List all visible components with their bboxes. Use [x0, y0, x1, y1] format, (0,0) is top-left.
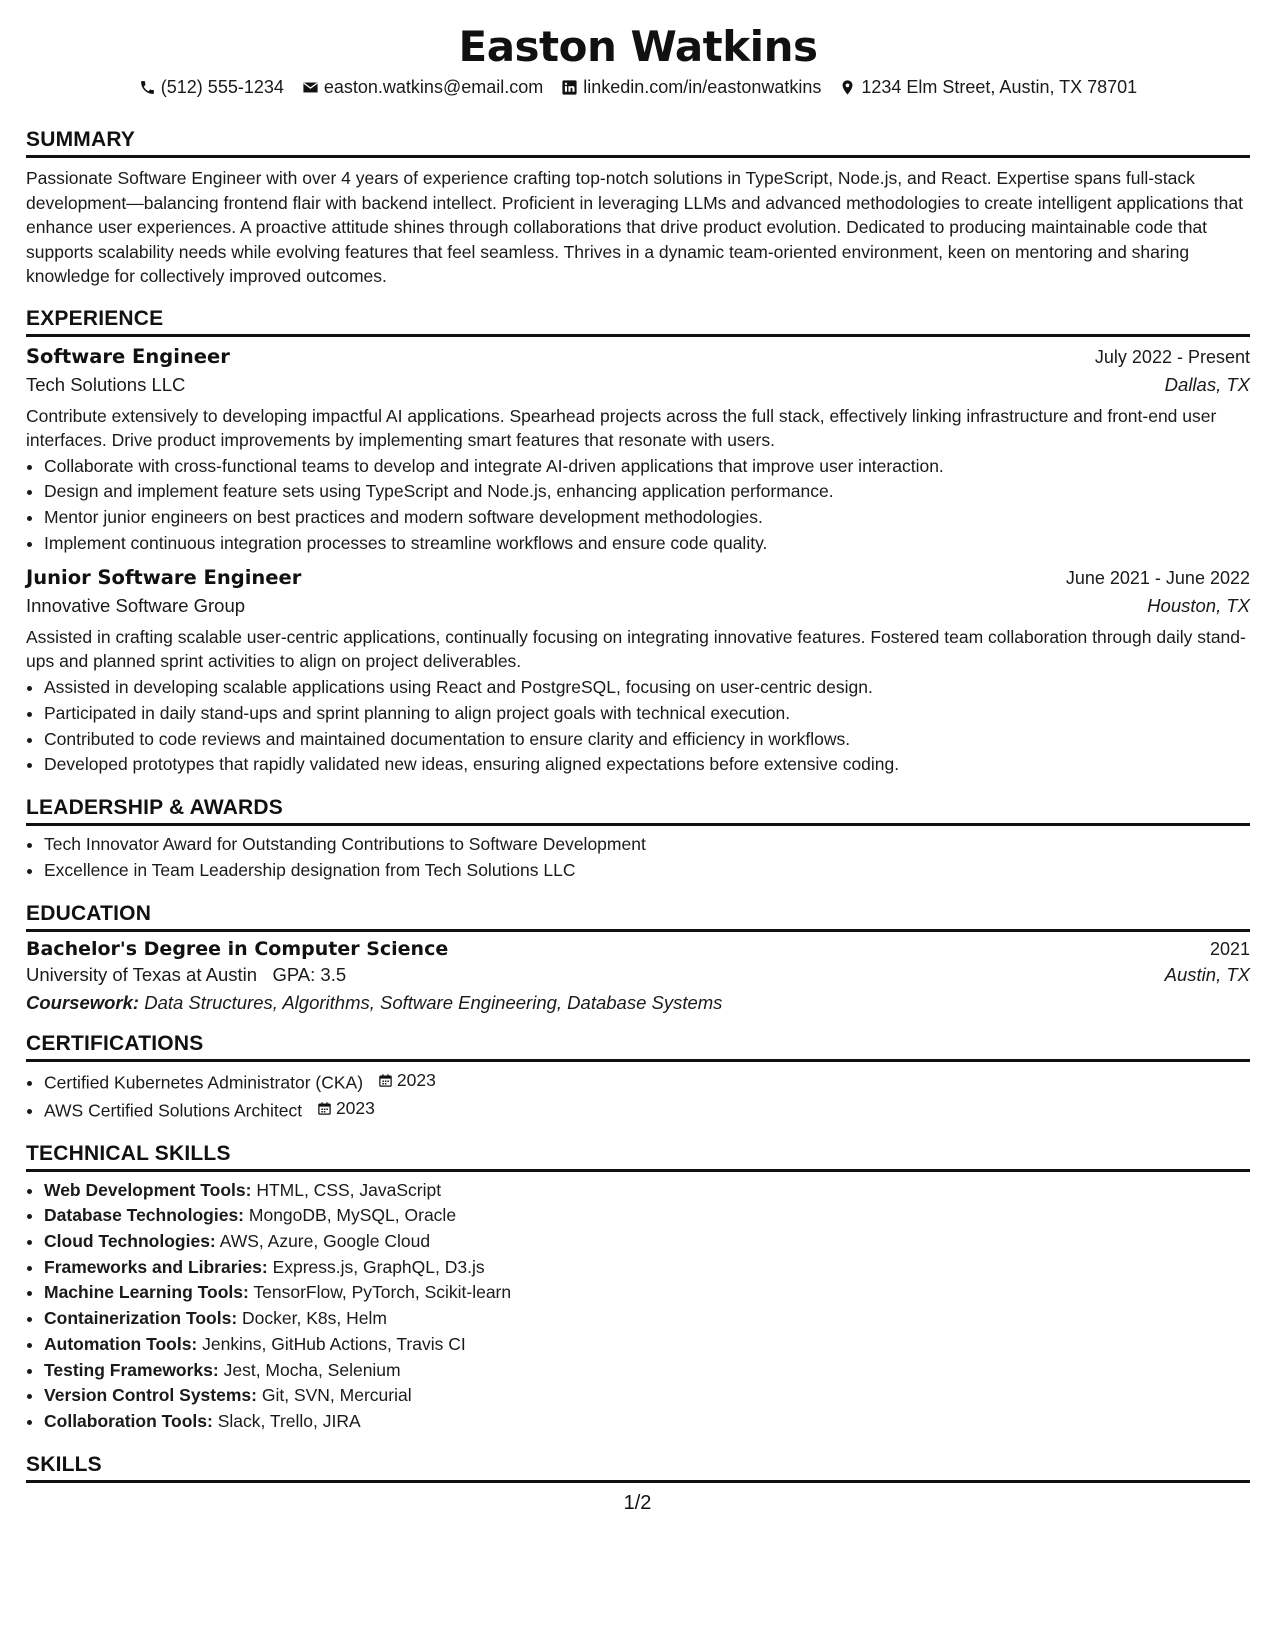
skill-values: Jest, Mocha, Selenium — [223, 1359, 401, 1380]
skill-category: Version Control Systems: — [44, 1385, 257, 1406]
leadership-section — [26, 796, 1250, 883]
contact-linkedin[interactable] — [561, 77, 821, 98]
list-item — [44, 1068, 1250, 1096]
summary-text: Passionate Software Engineer with over 4 years of experience crafting top-notch solutions in TypeScript, Node.js, and React. Expertise spans full-stack development—balancing frontend flair with backend intellect. Proficient in leveraging LLMs and advanced methodologies to create intelligent applications that enhance user experiences. A proactive attitude shines through collaborations that drive product evolution. Dedicated to producing maintainable code that supports scalability needs while evolving features that feel seamless. Thrives in a dynamic team-oriented environment, keen on mentoring and sharing knowledge for collectively improved outcomes. — [26, 168, 1243, 286]
section-title: SUMMARY — [26, 128, 1250, 158]
skill-category: Machine Learning Tools: — [44, 1282, 249, 1303]
page-indicator: 1/2 — [623, 1492, 652, 1514]
degree-title: Bachelor's Degree in Computer Science — [26, 937, 449, 960]
section-title: TECHNICAL SKILLS — [26, 1142, 1250, 1172]
skill-category: Testing Frameworks: — [44, 1359, 219, 1380]
cert-list — [26, 1068, 1250, 1124]
job-location: Houston, TX — [1147, 595, 1250, 617]
school-line — [26, 964, 346, 986]
company-name: Tech Solutions LLC — [26, 373, 186, 395]
section-title: CERTIFICATIONS — [26, 1032, 1250, 1062]
skill-values: HTML, CSS, JavaScript — [256, 1179, 442, 1200]
tech-skills-list — [26, 1178, 1250, 1435]
calendar-icon — [317, 1101, 332, 1116]
job-description: Contribute extensively to developing impactful AI applications. Spearhead projects across the full stack, effectively linking infrastructure and front-end user interfaces. Drive product improvements by implementing smart features that resonate with users. — [26, 405, 1217, 450]
awards-list — [26, 832, 1250, 883]
cert-year: 2023 — [396, 1069, 436, 1090]
skill-category: Web Development Tools: — [44, 1179, 252, 1200]
skill-values: TensorFlow, PyTorch, Scikit-learn — [253, 1282, 512, 1303]
cert-name: AWS Certified Solutions Architect — [44, 1099, 303, 1120]
cert-date — [317, 1096, 375, 1122]
job-title: Software Engineer — [26, 344, 230, 368]
graduation-year: 2021 — [1209, 938, 1250, 959]
school-name: University of Texas at Austin — [26, 963, 258, 985]
skill-category: Collaboration Tools: — [44, 1410, 213, 1431]
map-pin-icon — [839, 79, 856, 96]
technical-skills-section — [26, 1142, 1250, 1435]
envelope-icon — [302, 79, 319, 96]
coursework-line — [26, 992, 1250, 1014]
skill-category: Database Technologies: — [44, 1205, 245, 1226]
list-item — [44, 1383, 1250, 1409]
list-item — [44, 1229, 1250, 1255]
email-text: easton.watkins@email.com — [323, 77, 544, 97]
skill-values: AWS, Azure, Google Cloud — [219, 1231, 431, 1252]
candidate-name: Easton Watkins — [458, 22, 818, 71]
address-text: 1234 Elm Street, Austin, TX 78701 — [861, 77, 1138, 97]
skill-category: Frameworks and Libraries: — [44, 1256, 268, 1277]
list-item: • Contributed to code reviews and maintained documentation to ensure clarity and efficiency in workflows. — [44, 727, 1250, 753]
section-title: LEADERSHIP & AWARDS — [26, 796, 1250, 826]
job-dates: July 2022 - Present — [1094, 346, 1250, 367]
cert-year: 2023 — [335, 1097, 375, 1118]
list-item — [44, 1203, 1250, 1229]
list-item — [44, 1306, 1250, 1332]
list-item — [44, 1332, 1250, 1358]
job-location: Dallas, TX — [1164, 373, 1250, 395]
resume-page — [26, 0, 1250, 1483]
skill-values: MongoDB, MySQL, Oracle — [248, 1205, 457, 1226]
skill-values: Git, SVN, Mercurial — [261, 1385, 412, 1406]
job-description: Assisted in crafting scalable user-centric applications, continually focusing on integrating innovative features. Fostered team collaboration through daily stand-ups and planned sprint activities to align on project deliverables. — [26, 627, 1246, 672]
cert-date — [378, 1068, 436, 1094]
certifications-section — [26, 1032, 1250, 1124]
calendar-icon — [378, 1073, 393, 1088]
job-entry — [26, 566, 1250, 778]
list-item: • Assisted in developing scalable applications using React and PostgreSQL, focusing on user-centric design. — [44, 675, 1250, 701]
section-title: EXPERIENCE — [26, 307, 1250, 337]
skill-category: Containerization Tools: — [44, 1308, 238, 1329]
school-location: Austin, TX — [1164, 963, 1250, 985]
contact-address — [839, 77, 1137, 98]
list-item — [44, 1409, 1250, 1435]
list-item: • Mentor junior engineers on best practices and modern software development methodologies. — [44, 505, 1250, 531]
list-item — [44, 1096, 1250, 1124]
coursework-text: Data Structures, Algorithms, Software Engineering, Database Systems — [144, 991, 723, 1013]
skill-values: Slack, Trello, JIRA — [217, 1410, 361, 1431]
gpa: GPA: 3.5 — [272, 963, 347, 985]
skill-values: Docker, K8s, Helm — [242, 1308, 387, 1329]
phone-text: (512) 555-1234 — [160, 77, 284, 97]
coursework-label: Coursework: — [26, 991, 140, 1013]
list-item: • Tech Innovator Award for Outstanding Contributions to Software Development — [44, 832, 1250, 858]
skill-values: Express.js, GraphQL, D3.js — [272, 1256, 485, 1277]
education-section — [26, 902, 1250, 1014]
list-item: • Design and implement feature sets using TypeScript and Node.js, enhancing application performance. — [44, 479, 1250, 505]
summary-section — [26, 128, 1250, 289]
skill-values: Jenkins, GitHub Actions, Travis CI — [202, 1333, 466, 1354]
contact-bar — [26, 77, 1250, 98]
section-title: EDUCATION — [26, 902, 1250, 932]
skill-category: Cloud Technologies: — [44, 1231, 216, 1252]
company-name: Innovative Software Group — [26, 595, 246, 617]
contact-phone — [139, 77, 284, 98]
list-item — [44, 1178, 1250, 1204]
linkedin-icon — [561, 79, 578, 96]
contact-email[interactable] — [302, 77, 543, 98]
list-item — [44, 1255, 1250, 1281]
list-item: • Implement continuous integration processes to streamline workflows and ensure code quality. — [44, 531, 1250, 557]
cert-name: Certified Kubernetes Administrator (CKA) — [44, 1071, 364, 1092]
list-item: • Developed prototypes that rapidly validated new ideas, ensuring aligned expectations before extensive coding. — [44, 752, 1250, 778]
job-dates: June 2021 - June 2022 — [1065, 568, 1250, 589]
list-item — [44, 1358, 1250, 1384]
list-item: • Collaborate with cross-functional teams to develop and integrate AI-driven applications that improve user interaction. — [44, 454, 1250, 480]
experience-section — [26, 307, 1250, 779]
list-item — [44, 1280, 1250, 1306]
list-item: • Participated in daily stand-ups and sprint planning to align project goals with technical execution. — [44, 701, 1250, 727]
skill-category: Automation Tools: — [44, 1333, 198, 1354]
job-bullets — [26, 675, 1250, 778]
phone-icon — [139, 79, 156, 96]
section-title: SKILLS — [26, 1453, 1250, 1483]
linkedin-text: linkedin.com/in/eastonwatkins — [583, 77, 822, 97]
job-bullets — [26, 454, 1250, 557]
skills-section — [26, 1453, 1250, 1483]
job-entry — [26, 345, 1250, 557]
list-item: • Excellence in Team Leadership designation from Tech Solutions LLC — [44, 858, 1250, 884]
job-title: Junior Software Engineer — [26, 566, 302, 590]
